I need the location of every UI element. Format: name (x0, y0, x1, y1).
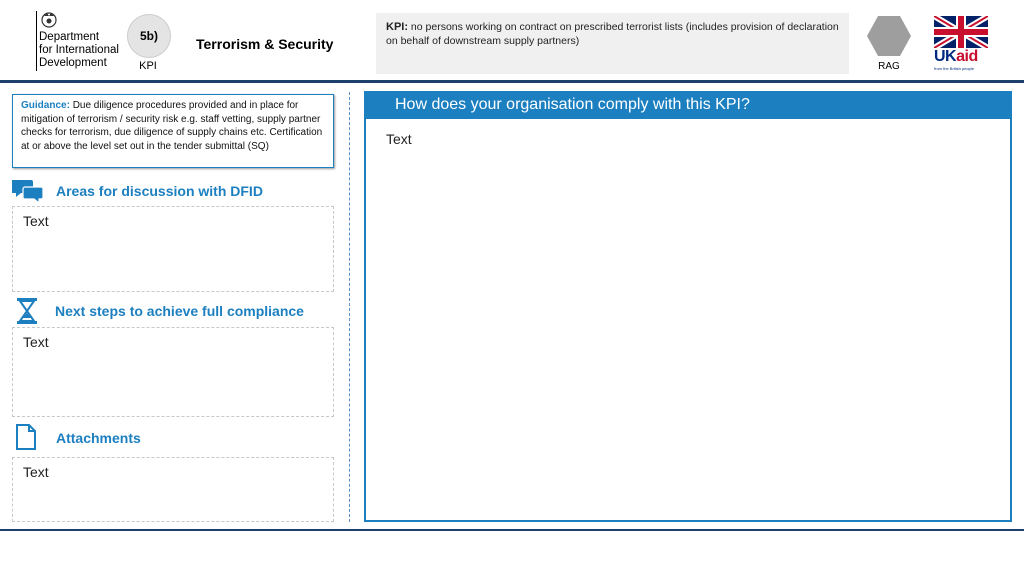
kpi-label: KPI: (386, 21, 408, 33)
dfid-logo (36, 11, 128, 73)
rag-status-hexagon[interactable] (867, 14, 911, 58)
page-title: Terrorism & Security (196, 36, 334, 52)
section-heading-attachments: Attachments (56, 430, 141, 446)
discussion-text-box[interactable] (12, 206, 334, 292)
guidance-text: Due diligence procedures provided and in place for mitigation of terrorism / security risk e.g. staff vetting, supply partner checks for terrorism, due diligence of supply chains etc. Certification at or above the level set out in the tender submittal (SQ) (21, 100, 323, 152)
organisation-name: Department for International Development (39, 31, 119, 69)
kpi-number-badge: 5b) (127, 14, 171, 58)
header-divider (0, 80, 1024, 83)
document-icon (15, 424, 37, 455)
ukaid-wordmark: UKaid (934, 48, 978, 65)
kpi-description-box (376, 13, 849, 74)
compliance-text: Text (386, 131, 412, 147)
hourglass-icon (16, 297, 38, 330)
ukaid-logo (934, 16, 988, 74)
section-heading-next-steps: Next steps to achieve full compliance (55, 303, 304, 319)
section-heading-discussion: Areas for discussion with DFID (56, 183, 263, 199)
compliance-question: How does your organisation comply with this KPI? (366, 93, 1010, 119)
next-steps-text: Text (23, 334, 49, 350)
footer-divider (0, 529, 1024, 531)
kpi-description: no persons working on contract on prescribed terrorist lists (includes provision of declaration on behalf of downstream supply partners) (386, 21, 839, 47)
compliance-panel[interactable] (364, 91, 1012, 522)
royal-crest-icon (39, 11, 59, 32)
rag-caption: RAG (878, 61, 900, 72)
next-steps-text-box[interactable] (12, 327, 334, 417)
guidance-label: Guidance: (21, 100, 70, 111)
guidance-box (12, 94, 334, 168)
attachments-text: Text (23, 464, 49, 480)
attachments-text-box[interactable] (12, 457, 334, 522)
discussion-text: Text (23, 213, 49, 229)
kpi-caption: KPI (139, 60, 157, 72)
union-flag-icon (934, 16, 988, 48)
column-divider (349, 92, 350, 522)
chat-bubbles-icon (12, 178, 44, 209)
ukaid-tagline: from the British people (934, 66, 975, 71)
